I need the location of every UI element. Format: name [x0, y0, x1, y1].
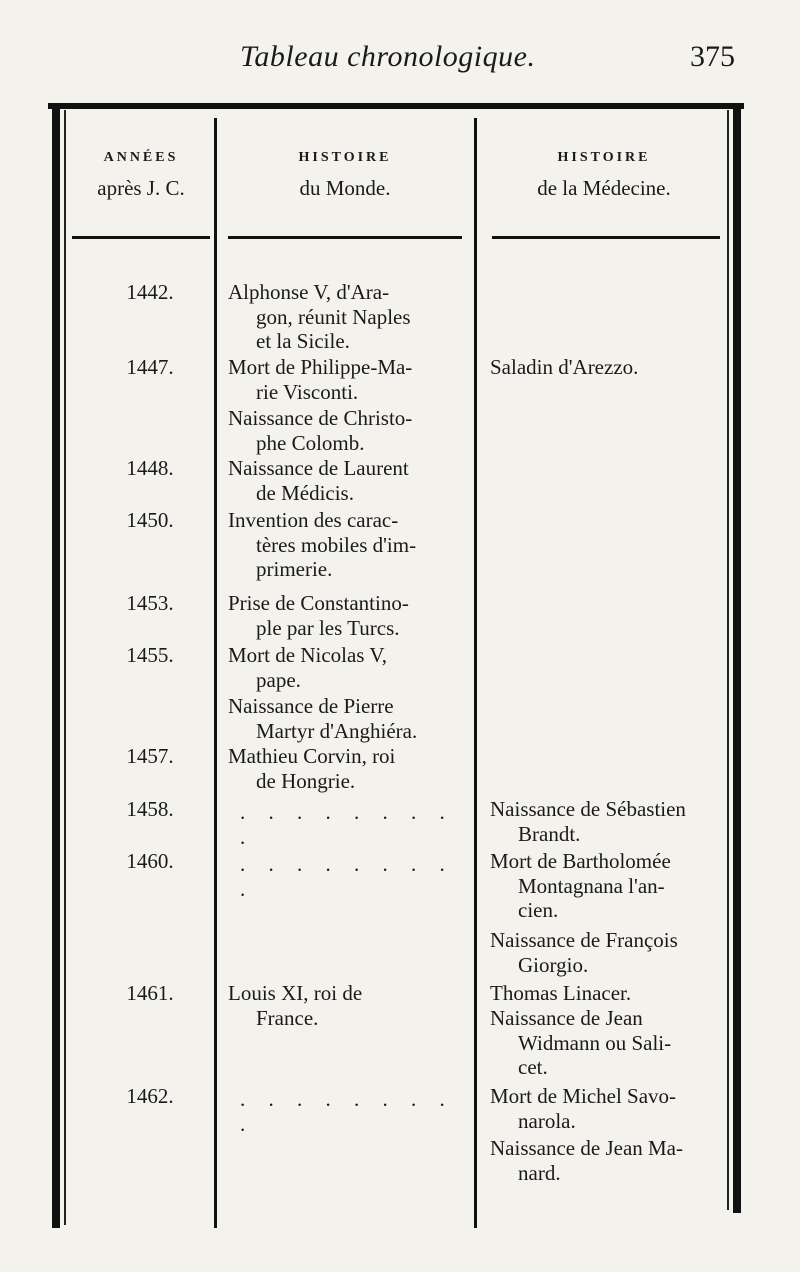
year-1460: 1460.	[126, 849, 174, 873]
medicine-entry	[490, 981, 730, 1006]
column-separator-1	[214, 118, 217, 1228]
year-1450: 1450.	[126, 508, 174, 532]
year-1461: 1461.	[126, 981, 174, 1005]
medicine-entry	[490, 1006, 730, 1080]
world-entry	[228, 456, 474, 505]
world-entry	[228, 406, 474, 455]
column-header-years	[70, 145, 212, 205]
world-entry-line: Mort de Nicolas V,	[228, 643, 388, 667]
world-entry-line: Alphonse V, d'Ara-	[228, 280, 390, 304]
medicine-entry-line: Mort de Bartholomée	[490, 849, 671, 873]
world-entry-line: rie Visconti.	[256, 379, 359, 404]
world-entry-line: primerie.	[256, 557, 333, 581]
world-entry-line: France.	[256, 1005, 319, 1030]
year-1457: 1457.	[126, 744, 174, 768]
medicine-entry-line: Giorgio.	[518, 952, 589, 977]
column-header-years-line1: ANNÉES	[103, 150, 179, 165]
world-entry-line: de Médicis.	[256, 480, 354, 505]
world-entry	[228, 744, 474, 793]
medicine-entry-line: cien.	[518, 898, 559, 922]
medicine-entry-line: Naissance de François	[490, 928, 678, 952]
header-underline-world	[228, 236, 462, 239]
medicine-entry-line: Naissance de Jean Ma-	[490, 1136, 683, 1160]
year-1453: 1453.	[126, 591, 174, 615]
world-entry-line: Mort de Philippe-Ma-	[228, 355, 413, 379]
ellipsis-1460: . . . . . . . . .	[240, 852, 454, 901]
medicine-entry-line: Thomas Linacer.	[490, 981, 632, 1005]
world-entry-line: Naissance de Pierre	[228, 694, 394, 718]
page-number: 375	[690, 40, 735, 73]
column-header-years-line2: après J. C.	[97, 176, 185, 200]
world-entry-line: Martyr d'Anghiéra.	[256, 718, 418, 743]
world-entry-line: Mathieu Corvin, roi	[228, 744, 396, 768]
medicine-entry-line: narola.	[518, 1108, 576, 1133]
world-entry-line: pape.	[256, 667, 301, 692]
table-right-rule	[733, 103, 741, 1213]
column-header-world-line1: HISTOIRE	[298, 150, 392, 165]
table-left-rule	[52, 103, 60, 1228]
column-header-medicine-line1: HISTOIRE	[557, 150, 651, 165]
medicine-entry-line: Brandt.	[518, 821, 581, 846]
medicine-entry-line: Montagnana l'an-	[518, 873, 665, 898]
world-entry-line: Invention des carac-	[228, 508, 399, 532]
column-header-medicine	[480, 145, 728, 205]
world-entry-line: tères mobiles d'im-	[256, 532, 417, 557]
world-entry	[228, 280, 474, 354]
world-entry	[228, 591, 474, 640]
world-entry-line: Prise de Constantino-	[228, 591, 409, 615]
running-head: Tableau chronologique.	[240, 40, 536, 73]
medicine-entry	[490, 797, 730, 846]
ellipsis-1458: . . . . . . . . .	[240, 800, 454, 849]
world-entry-line: phe Colomb.	[256, 430, 365, 455]
medicine-entry	[490, 1084, 730, 1133]
world-entry	[228, 694, 474, 743]
medicine-entry-line: nard.	[518, 1160, 561, 1185]
world-entry-line: ple par les Turcs.	[256, 615, 400, 640]
header-underline-years	[72, 236, 210, 239]
world-entry	[228, 355, 474, 404]
world-entry-line: et la Sicile.	[256, 329, 350, 353]
medicine-entry	[490, 928, 730, 977]
medicine-entry-line: Widmann ou Sali-	[518, 1030, 672, 1055]
column-header-medicine-line2: de la Médecine.	[537, 176, 671, 200]
year-1448: 1448.	[126, 456, 174, 480]
year-1455: 1455.	[126, 643, 174, 667]
column-header-world-line2: du Monde.	[299, 176, 391, 200]
year-1442: 1442.	[126, 280, 174, 304]
table-top-rule	[48, 103, 744, 109]
medicine-entry-line: Naissance de Jean	[490, 1006, 643, 1030]
world-entry-line: Louis XI, roi de	[228, 981, 363, 1005]
year-1458: 1458.	[126, 797, 174, 821]
year-1447: 1447.	[126, 355, 174, 379]
column-separator-2	[474, 118, 477, 1228]
world-entry	[228, 981, 474, 1030]
world-entry	[228, 643, 474, 692]
medicine-entry-line: Mort de Michel Savo-	[490, 1084, 677, 1108]
column-header-world	[220, 145, 470, 205]
world-entry-line: Naissance de Christo-	[228, 406, 413, 430]
world-entry-line: de Hongrie.	[256, 768, 356, 793]
table-left-inner-rule	[64, 110, 66, 1225]
world-entry-line: Naissance de Laurent	[228, 456, 409, 480]
medicine-entry	[490, 849, 730, 923]
medicine-entry	[490, 1136, 730, 1185]
medicine-entry-line: Naissance de Sébastien	[490, 797, 686, 821]
medicine-entry-line: cet.	[518, 1055, 548, 1079]
medicine-entry	[490, 355, 730, 380]
year-1462: 1462.	[126, 1084, 174, 1108]
world-entry	[228, 508, 474, 582]
world-entry-line: gon, réunit Naples	[256, 304, 411, 329]
medicine-entry-line: Saladin d'Arezzo.	[490, 355, 639, 379]
ellipsis-1462: . . . . . . . . .	[240, 1087, 454, 1136]
header-underline-medicine	[492, 236, 720, 239]
